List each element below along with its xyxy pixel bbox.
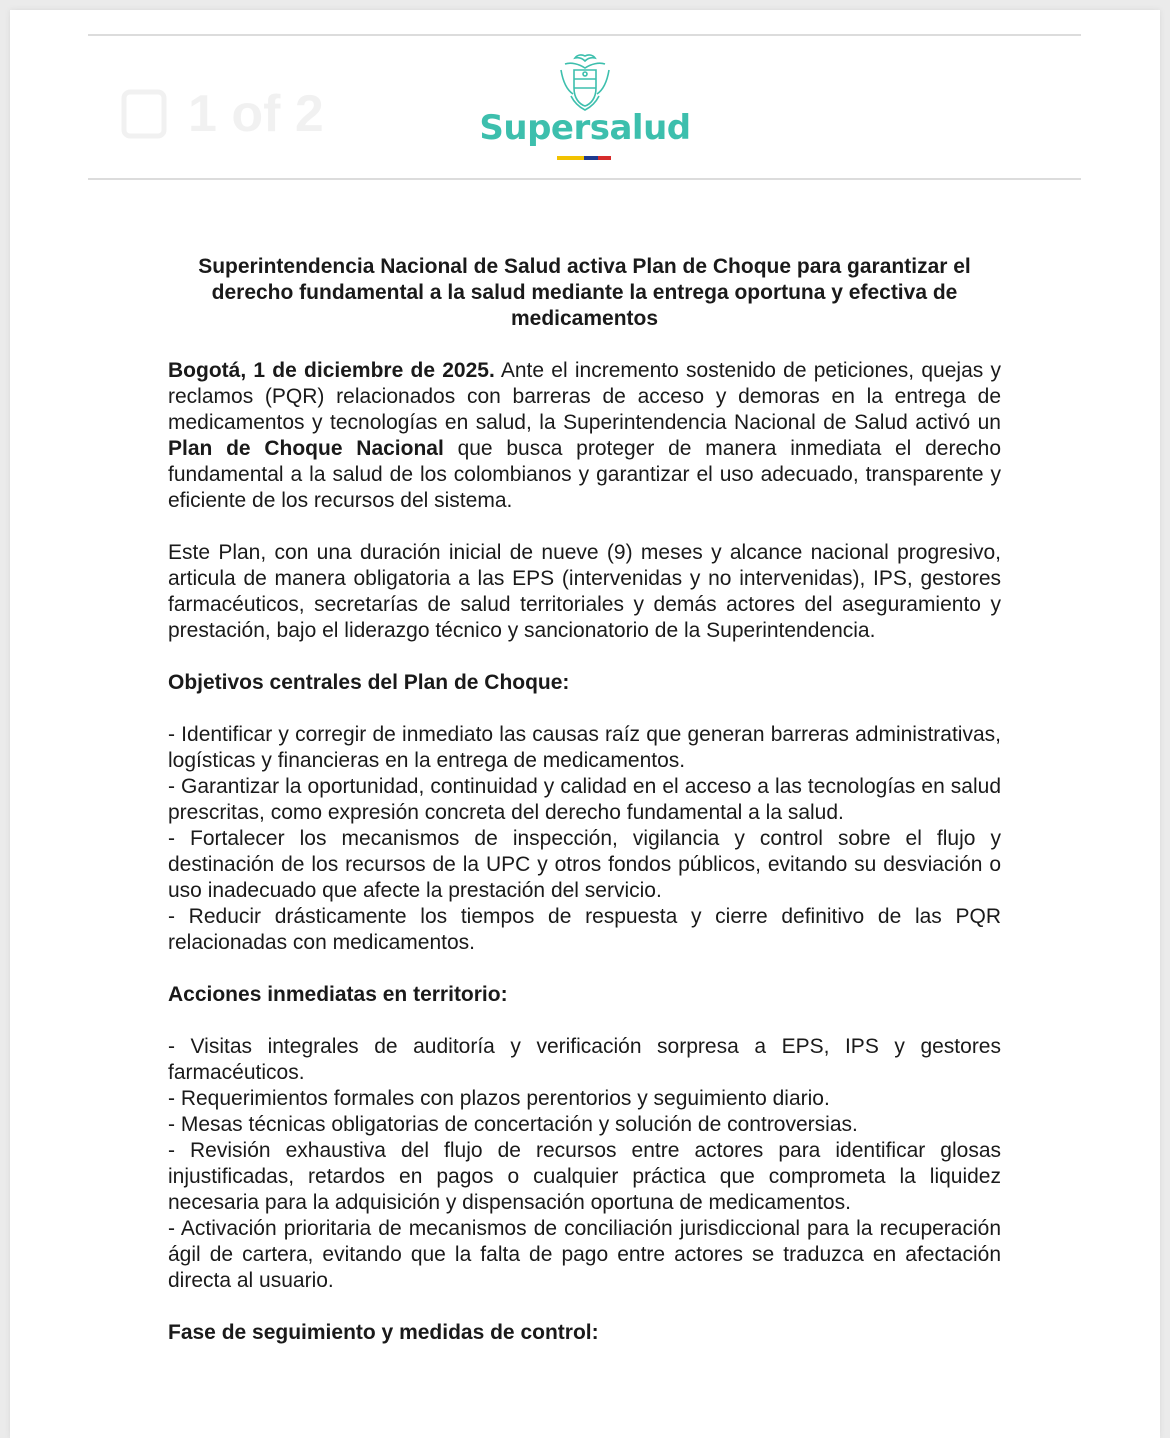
dateline: Bogotá, 1 de diciembre de 2025. [168, 359, 495, 382]
page-icon [118, 88, 170, 140]
header-top-rule [88, 34, 1081, 36]
list-item: - Revisión exhaustiva del flujo de recursos entre actores para identificar glosas injustificadas, retardos en pagos o cualquier práctica que comprometa la liquidez necesaria para la adquisición y dispensación oportuna de medicamentos. [168, 1139, 1001, 1214]
list-item: - Fortalecer los mecanismos de inspección, vigilancia y control sobre el flujo y destinación de los recursos de la UPC y otros fondos públicos, evitando su desviación o uso inadecuado que afecte la prestación del servicio. [168, 827, 1001, 902]
header-bottom-rule [88, 178, 1081, 180]
page-indicator-label: 1 of 2 [188, 85, 324, 143]
title-line: Superintendencia Nacional de Salud activa Plan de Choque para garantizar el [198, 255, 971, 278]
list-item: - Reducir drásticamente los tiempos de respuesta y cierre definitivo de las PQR relacionadas con medicamentos. [168, 905, 1001, 954]
supersalud-logo [470, 50, 700, 170]
list-item: - Visitas integrales de auditoría y verificación sorpresa a EPS, IPS y gestores farmacéuticos. [168, 1035, 1001, 1084]
page-indicator [118, 84, 324, 144]
intro-paragraph [168, 358, 1001, 514]
objectives-list [168, 722, 1001, 956]
plan-name: Plan de Choque Nacional [168, 437, 444, 460]
objectives-heading: Objetivos centrales del Plan de Choque: [168, 671, 570, 694]
list-item: - Mesas técnicas obligatorias de concertación y solución de controversias. [168, 1113, 858, 1136]
list-item: - Garantizar la oportunidad, continuidad y calidad en el acceso a las tecnologías en salud prescritas, como expresión concreta del derecho fundamental a la salud. [168, 775, 1001, 824]
actions-heading: Acciones inmediatas en territorio: [168, 983, 508, 1006]
scope-paragraph: Este Plan, con una duración inicial de nueve (9) meses y alcance nacional progresivo, articula de manera obligatoria a las EPS (intervenidas y no intervenidas), IPS, gestores farmacéuticos, secretarías de salud territoriales y demás actores del aseguramiento y prestación, bajo el liderazgo técnico y sancionatorio de la Superintendencia. [168, 541, 1001, 642]
brand-name: Supersalud [479, 108, 691, 148]
title-line: medicamentos [510, 307, 659, 330]
list-item: - Activación prioritaria de mecanismos de conciliación jurisdiccional para la recuperación ágil de cartera, evitando que la falta de pago entre actores se traduzca en afectación directa al usuario. [168, 1217, 1001, 1292]
list-item: - Requerimientos formales con plazos perentorios y seguimiento diario. [168, 1087, 830, 1110]
intro-text: Ante el incremento sostenido de peticiones, quejas y reclamos (PQR) relacionados con barreras de acceso y demoras en la entrega de medicamentos y tecnologías en salud, la Superintendencia Nacional de Salud activó un [168, 359, 1001, 434]
colombia-flag-bar [557, 156, 611, 160]
coat-of-arms-icon [555, 52, 615, 114]
document-body [168, 254, 1001, 1346]
list-item: - Identificar y corregir de inmediato las causas raíz que generan barreras administrativas, logísticas y financieras en la entrega de medicamentos. [168, 723, 1001, 772]
actions-list [168, 1034, 1001, 1294]
title-line: derecho fundamental a la salud mediante la entrega oportuna y efectiva de [211, 281, 958, 304]
intro-text-continued: que busca proteger de manera inmediata el derecho fundamental a la salud de los colombianos y garantizar el uso adecuado, transparente y eficiente de los recursos del sistema. [168, 437, 1001, 512]
document-page [10, 10, 1160, 1438]
document-title [168, 254, 1001, 332]
followup-heading: Fase de seguimiento y medidas de control: [168, 1321, 599, 1344]
